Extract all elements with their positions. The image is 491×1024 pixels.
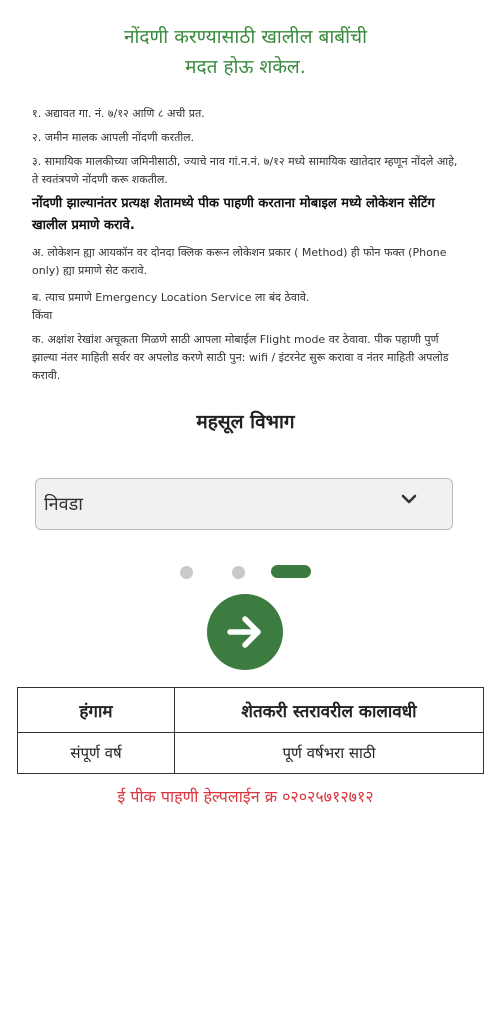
- info-item-1: १. अद्यावत गा. नं. ७/१२ आणि ८ अची प्रत.: [32, 107, 205, 120]
- info-item-3: ३. सामायिक मालकीच्या जमिनीसाठी, ज्याचे नाव गां.न.नं. ७/१२ मध्ये सामायिक खातेदार म्हणून नोंदले आहे, ते स्वतंत्रपणे नोंदणी करू शकतील.: [32, 155, 458, 186]
- helpline-text: ई पीक पाहणी हेल्पलाईन क्र ०२०२५७१२७१२: [117, 787, 374, 806]
- table-cell-season: संपूर्ण वर्ष: [18, 733, 175, 774]
- info-item-b: ब. त्याच प्रमाणे Emergency Location Service ला बंद ठेवावे.: [32, 291, 310, 304]
- info-item-c: क. अक्षांश रेखांश अचूकता मिळणे साठी आपला मोबाईल Flight mode वर ठेवावा. पीक पहाणी पुर्ण झाल्या नंतर माहिती सर्वर वर अपलोड करणे साठी पुन: wifi / इंटरनेट सुरू करावा व नंतर माहिती अपलोड करावी.: [32, 333, 449, 382]
- next-button[interactable]: [207, 594, 283, 670]
- table-header-season: हंगाम: [18, 688, 175, 733]
- table-cell-period: पूर्ण वर्षभरा साठी: [175, 733, 484, 774]
- info-item-2: २. जमीन मालक आपली नोंदणी करतील.: [32, 131, 195, 144]
- department-select[interactable]: [35, 478, 453, 530]
- pager-dot-2: [232, 566, 245, 579]
- pager-dot-active: [271, 565, 311, 578]
- info-or-text: किंवा: [32, 309, 53, 322]
- pager-dot-1: [180, 566, 193, 579]
- department-title: महसूल विभाग: [196, 411, 295, 433]
- chevron-down-icon: [400, 493, 418, 507]
- table-header-period: शेतकरी स्तरावरील कालावधी: [175, 688, 484, 733]
- info-item-a: अ. लोकेशन ह्या आयकॉन वर दोनदा क्लिक करून लोकेशन प्रकार ( Method) ही फोन फक्त (Phone only) ह्या प्रमाणे सेट करावे.: [32, 246, 447, 277]
- table-header-row: [18, 688, 484, 733]
- select-value: निवडा: [44, 494, 83, 515]
- page-header: [0, 22, 491, 82]
- location-settings-heading: नोंदणी झाल्यानंतर प्रत्यक्ष शेतामध्ये पीक पाहणी करताना मोबाइल मध्ये लोकेशन सेटिंग खालील प्रमाणे करावे.: [32, 196, 435, 233]
- table-row: [18, 733, 484, 774]
- arrow-right-icon: [225, 612, 265, 652]
- season-table: [17, 687, 484, 774]
- header-line-2: मदत होऊ शकेल.: [185, 56, 306, 78]
- header-line-1: नोंदणी करण्यासाठी खालील बाबींची: [123, 26, 368, 48]
